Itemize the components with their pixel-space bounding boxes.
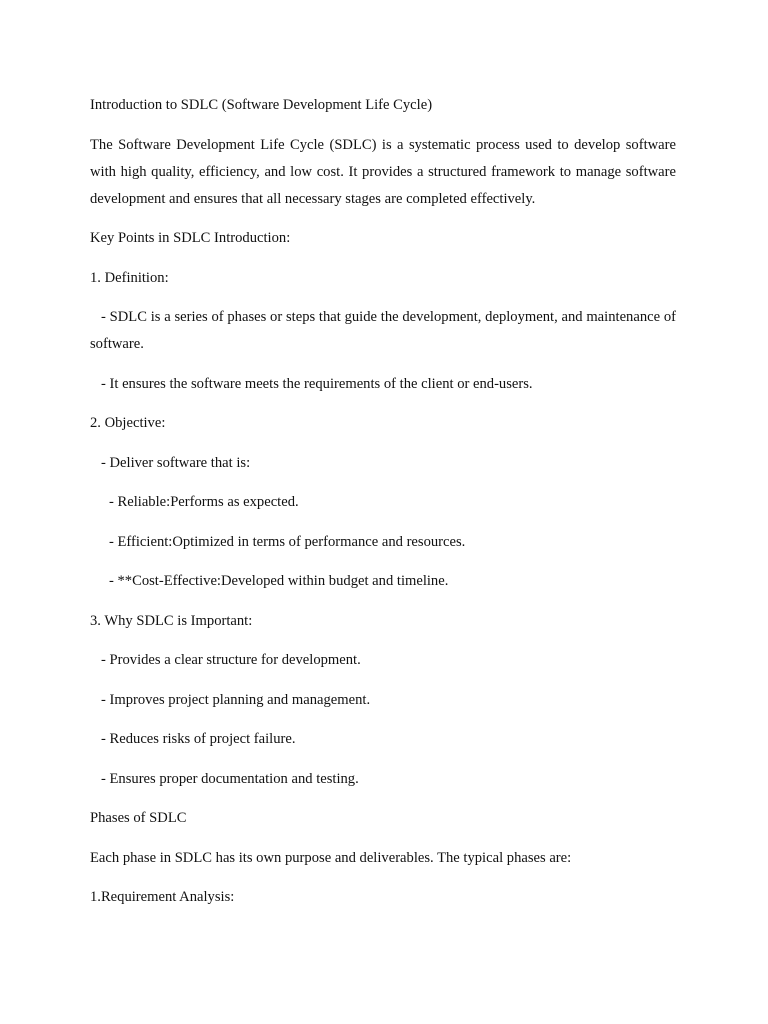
objective-subbullet: - Reliable:Performs as expected. (109, 494, 299, 510)
definition-bullet: - It ensures the software meets the requirements of the client or end-users. (101, 375, 533, 392)
definition-bullet: - SDLC is a series of phases or steps that guide the development, deployment, and maintenance of software. (90, 309, 676, 352)
key-points-heading: Key Points in SDLC Introduction: (90, 230, 291, 246)
importance-heading: 3. Why SDLC is Important: (90, 612, 253, 629)
objective-lead: - Deliver software that is: (101, 454, 251, 471)
definition-heading: 1. Definition: (90, 269, 169, 286)
document-body (90, 92, 676, 924)
importance-bullet: - Provides a clear structure for development. (101, 652, 361, 668)
importance-bullet: - Reduces risks of project failure. (101, 731, 296, 747)
intro-paragraph: The Software Development Life Cycle (SDLC) is a systematic process used to develop software with high quality, efficiency, and low cost. It provides a structured framework to manage software development and ensures that all necessary stages are completed effectively. (90, 136, 676, 207)
objective-subbullet: - Efficient:Optimized in terms of performance and resources. (109, 533, 466, 550)
importance-bullet: - Ensures proper documentation and testing. (101, 770, 359, 787)
objective-subbullet: - **Cost-Effective:Developed within budget and timeline. (109, 573, 449, 589)
phases-heading: Phases of SDLC (90, 810, 187, 826)
importance-bullet: - Improves project planning and management. (101, 691, 371, 708)
phase-item: 1.Requirement Analysis: (90, 889, 235, 905)
objective-heading: 2. Objective: (90, 415, 166, 431)
document-title: Introduction to SDLC (Software Development Life Cycle) (90, 97, 433, 113)
phases-intro: Each phase in SDLC has its own purpose and deliverables. The typical phases are: (90, 849, 572, 866)
